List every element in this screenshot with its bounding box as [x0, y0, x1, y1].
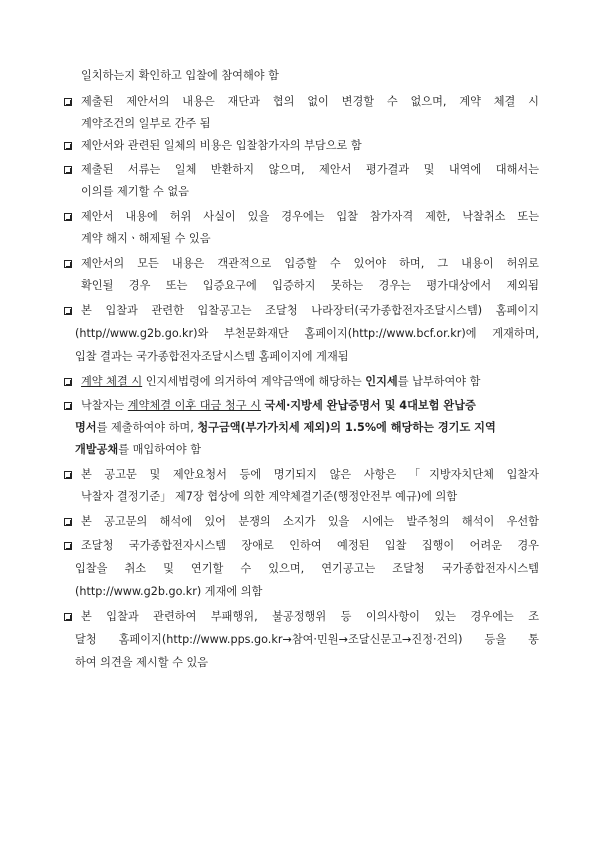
text-span: 를 제출하여야 하며,: [96, 421, 198, 434]
checkbox-bullet-icon: [64, 402, 72, 410]
text-line: 제안서와 관련된 일체의 비용은 입찰참가자의 부담으로 함: [81, 139, 362, 152]
checkbox-bullet-icon: [64, 98, 72, 106]
text-line: [75, 421, 496, 435]
text-line: [75, 443, 201, 457]
text-span: 를 납부하여야 함: [397, 375, 481, 388]
text-line: 제안서의 모든 내용은 객관적으로 입증할 수 있어야 하며, 그 내용이 허위로: [81, 257, 539, 270]
checkbox-bullet-icon: [64, 166, 72, 174]
text-line: 달청 홈페이지(http://www.pps.go.kr→참여·민원→조달신문고→진정·건의) 등을 통: [75, 633, 539, 646]
text-line: 제출된 제안서의 내용은 재단과 협의 없이 변경할 수 없으며, 계약 체결 시: [81, 95, 539, 108]
checkbox-bullet-icon: [64, 518, 72, 526]
underlined-text: 계약 체결 시: [81, 375, 143, 388]
text-line: 조달청 국가종합전자시스템 장애로 인하여 예정된 입찰 집행이 어려운 경우: [81, 539, 539, 552]
text-line: (http://www.g2b.go.kr) 게재에 의함: [75, 585, 263, 598]
text-line: 확인될 경우 또는 입증요구에 입증하지 못하는 경우는 평가대상에서 제외됨: [81, 279, 539, 292]
text-line: 하여 의견을 제시할 수 있음: [75, 656, 209, 669]
checkbox-bullet-icon: [64, 142, 72, 150]
text-line: 본 공고문의 해석에 있어 분쟁의 소지가 있을 시에는 발주청의 해석이 우선함: [81, 515, 539, 528]
text-line: 계약조건의 일부로 간주 됨: [81, 117, 211, 130]
text-line: 계약 해지ㆍ해제될 수 있음: [81, 232, 211, 245]
text-line: [81, 375, 480, 389]
checkbox-bullet-icon: [64, 471, 72, 479]
text-line: 제출된 서류는 일체 반환하지 않으며, 제안서 평가결과 및 내역에 대해서는: [81, 163, 539, 176]
checkbox-bullet-icon: [64, 307, 72, 315]
text-line: 이의를 제기할 수 없음: [81, 185, 189, 198]
text-line: [81, 399, 476, 413]
bold-text: 청구금액(부가가치세 제외)의 1.5%에 해당하는 경기도 지역: [197, 421, 496, 434]
text-line: 본 공고문 및 제안요청서 등에 명기되지 않은 사항은 「지방자치단체 입찰자: [81, 468, 539, 481]
text-line: 낙찰자 결정기준」 제7장 협상에 의한 계약체결기준(행정안전부 예규)에 의함: [81, 490, 458, 503]
checkbox-bullet-icon: [64, 378, 72, 386]
bold-text: 인지세: [365, 375, 398, 388]
bold-text: 국세·지방세 완납증명서 및 4대보험 완납증: [264, 399, 476, 412]
text-line: 본 입찰과 관련하여 부패행위, 불공정행위 등 이의사항이 있는 경우에는 조: [81, 610, 539, 623]
text-span: 인지세법령에 의거하여 계약금액에 해당하는: [142, 375, 366, 388]
checkbox-bullet-icon: [64, 260, 72, 268]
text-line: 본 입찰과 관련한 입찰공고는 조달청 나라장터(국가종합전자조달시스템) 홈페이지: [81, 304, 539, 317]
text-span: 낙찰자는: [81, 399, 128, 412]
text-line: 일치하는지 확인하고 입찰에 참여해야 함: [81, 69, 279, 82]
text-line: 입찰을 취소 및 연기할 수 있으며, 연기공고는 조달청 국가종합전자시스템: [75, 562, 539, 575]
text-line: (http//www.g2b.go.kr)와 부천문화재단 홈페이지(http://www.bcf.or.kr)에 게재하며,: [75, 327, 539, 340]
bold-text: 명서: [75, 421, 97, 434]
text-line: 제안서 내용에 허위 사실이 있을 경우에는 입찰 참가자격 제한, 낙찰취소 또는: [81, 210, 539, 223]
text-line: 입찰 결과는 국가종합전자조달시스템 홈페이지에 게재됨: [75, 350, 349, 363]
checkbox-bullet-icon: [64, 213, 72, 221]
bold-text: 개발공채: [75, 443, 119, 456]
text-span: 를 매입하여야 함: [118, 443, 201, 456]
underlined-text: 계약체결 이후 대금 청구 시: [127, 399, 261, 412]
checkbox-bullet-icon: [64, 613, 72, 621]
checkbox-bullet-icon: [64, 542, 72, 550]
